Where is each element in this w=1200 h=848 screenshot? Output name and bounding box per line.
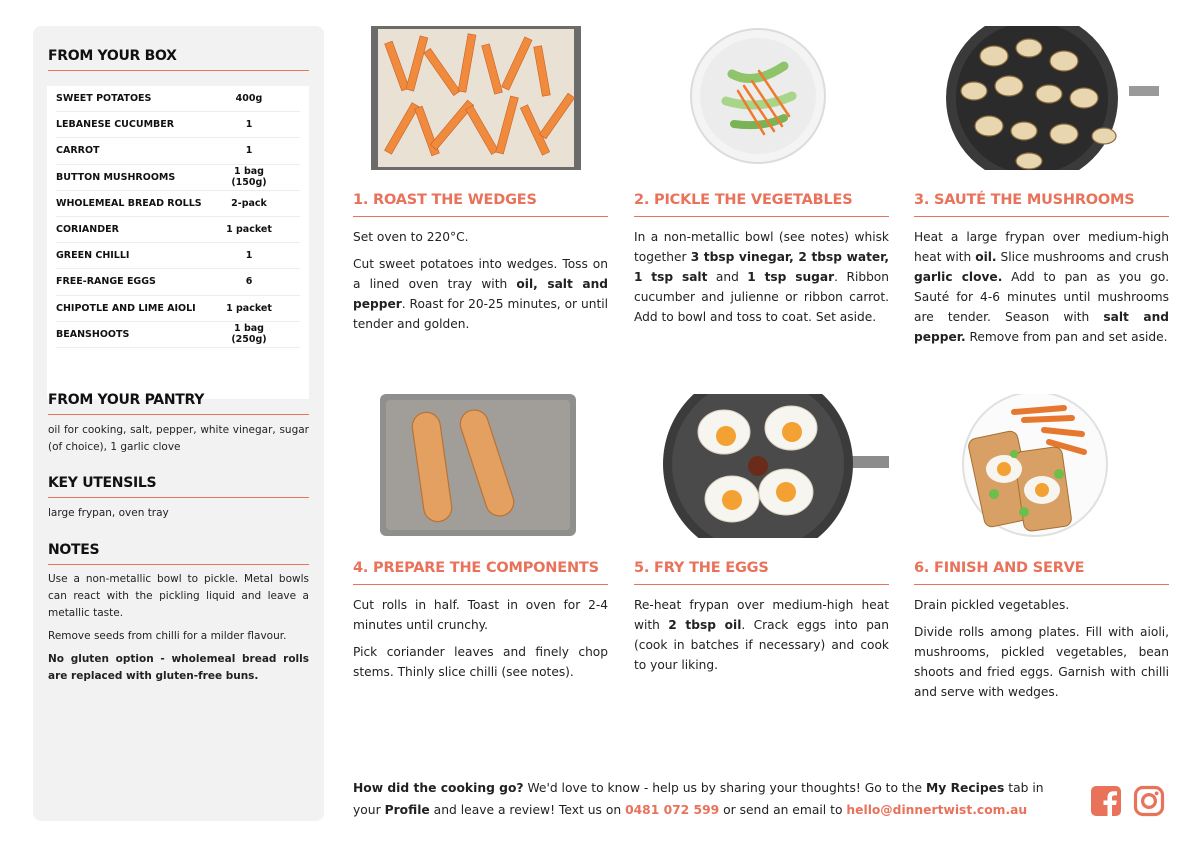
ingredient-name: FREE-RANGE EGGS <box>56 276 156 288</box>
step-paragraph <box>353 227 608 247</box>
step-paragraph <box>353 595 608 635</box>
step-paragraph <box>914 595 1169 615</box>
facebook-icon[interactable] <box>1090 785 1122 817</box>
ingredient-qty: 1 bag (150g) <box>231 166 267 189</box>
profile-link[interactable]: Profile <box>384 803 430 817</box>
notes-heading-rule <box>48 564 309 565</box>
ingredient-row <box>56 322 300 348</box>
step-text: Divide rolls among plates. Fill with aioli, mushrooms, pickled vegetables, bean shoots and fried eggs. Garnish with chilli and serve with wedges. <box>914 625 1169 699</box>
pickle-bowl-photo <box>634 26 889 170</box>
step-title: 2. PICKLE THE VEGETABLES <box>634 192 853 208</box>
step-text: Add to pan as you go. Sauté for 4-6 minutes until mushrooms are tender. Season with <box>914 270 1169 324</box>
note-item: Use a non-metallic bowl to pickle. Metal bowls can react with the pickling liquid and leave a metallic taste. <box>48 573 309 619</box>
ingredient-qty: 1 <box>245 119 253 131</box>
step-title: 1. ROAST THE WEDGES <box>353 192 537 208</box>
step-text: Cut sweet potatoes into wedges. Toss on a lined oven tray with <box>353 257 608 291</box>
ingredient-qty: 1 packet <box>226 224 272 236</box>
step-text: Re-heat frypan over medium-high heat with <box>634 598 889 632</box>
step-paragraph <box>634 595 889 675</box>
ingredient-name: BUTTON MUSHROOMS <box>56 171 176 183</box>
ingredient-name: CARROT <box>56 145 100 157</box>
ingredient-row <box>56 217 300 243</box>
step-paragraph <box>634 227 889 327</box>
step-text: Pick coriander leaves and finely chop stems. Thinly slice chilli (see notes). <box>353 645 608 679</box>
step-bold-text: garlic clove. <box>914 270 1003 284</box>
pantry-heading-rule <box>48 414 309 415</box>
ingredients-table <box>47 86 309 399</box>
ingredient-name: CHIPOTLE AND LIME AIOLI <box>56 302 196 314</box>
ingredients-sidebar <box>33 26 324 821</box>
step-bold-text: oil. <box>975 250 997 264</box>
step-rule <box>914 216 1169 217</box>
note-item-gluten: No gluten option - wholemeal bread rolls are replaced with gluten-free buns. <box>48 653 309 682</box>
step-bold-text: 2 tbsp oil <box>668 618 742 632</box>
step-text: In a non-metallic bowl (see notes) whisk together <box>634 230 889 264</box>
ingredient-qty: 1 <box>245 145 253 157</box>
utensils-heading-rule <box>48 497 309 498</box>
ingredient-name: WHOLEMEAL BREAD ROLLS <box>56 197 202 209</box>
ingredient-row <box>56 86 300 112</box>
step-bold-text: 3 tbsp vinegar, 2 tbsp water, 1 tsp salt <box>634 250 890 284</box>
oven-tray-wedges-photo <box>353 26 608 170</box>
ingredient-row <box>56 138 300 164</box>
step-text: . Ribbon cucumber and julienne or ribbon carrot. Add to bowl and toss to coat. Set aside. <box>634 270 889 324</box>
step-bold-text: 1 tsp sugar <box>747 270 835 284</box>
ingredient-name: BEANSHOOTS <box>56 328 130 340</box>
step-text: Slice mushrooms and crush <box>996 250 1169 264</box>
step-text: Cut rolls in half. Toast in oven for 2-4 minutes until crunchy. <box>353 598 608 632</box>
frypan-eggs-photo <box>634 394 889 538</box>
step-bold-text: salt and pepper. <box>914 310 1169 344</box>
footer-text: tab in your <box>353 781 1044 817</box>
ingredient-qty: 6 <box>245 276 253 288</box>
box-heading-rule <box>48 70 309 71</box>
footer-question: How did the cooking go? <box>353 781 524 795</box>
ingredient-qty: 2-pack <box>231 197 267 209</box>
step-body <box>634 595 889 682</box>
ingredient-row <box>56 191 300 217</box>
footer-text: We'd love to know - help us by sharing your thoughts! Go to the <box>523 781 927 795</box>
bread-rolls-tray-photo <box>353 394 608 538</box>
step-rule <box>353 216 608 217</box>
step-body <box>634 227 889 334</box>
ingredient-row <box>56 269 300 295</box>
step-text: . Roast for 20-25 minutes, or until tender and golden. <box>353 297 608 331</box>
step-body <box>353 227 608 341</box>
step-text: Drain pickled vegetables. <box>914 598 1070 612</box>
step-rule <box>634 584 889 585</box>
ingredient-qty: 1 bag (250g) <box>231 323 267 346</box>
plated-dish-photo <box>914 394 1169 538</box>
ingredient-row <box>56 243 300 269</box>
ingredient-name: LEBANESE CUCUMBER <box>56 119 175 131</box>
step-text: and <box>707 270 748 284</box>
step-text: Heat a large frypan over medium-high heat with <box>914 230 1169 264</box>
step-rule <box>914 584 1169 585</box>
step-rule <box>353 584 608 585</box>
ingredient-row <box>56 165 300 191</box>
step-text: . Crack eggs into pan (cook in batches if necessary) and cook to your liking. <box>634 618 889 672</box>
utensils-text: large frypan, oven tray <box>48 507 169 519</box>
footer-text: and leave a review! Text us on <box>429 803 626 817</box>
step-paragraph <box>353 254 608 334</box>
step-title: 5. FRY THE EGGS <box>634 560 769 576</box>
email-link[interactable]: hello@dinnertwist.com.au <box>846 803 1028 817</box>
step-title: 3. SAUTÉ THE MUSHROOMS <box>914 192 1135 208</box>
ingredient-qty: 1 packet <box>226 302 272 314</box>
step-body <box>353 595 608 689</box>
frypan-mushrooms-photo <box>914 26 1169 170</box>
step-text: Set oven to 220°C. <box>353 230 469 244</box>
instagram-icon[interactable] <box>1133 785 1165 817</box>
pantry-text: oil for cooking, salt, pepper, white vinegar, sugar (of choice), 1 garlic clove <box>48 424 309 453</box>
ingredient-name: SWEET POTATOES <box>56 93 152 105</box>
ingredient-row <box>56 112 300 138</box>
step-paragraph <box>914 622 1169 702</box>
step-rule <box>634 216 889 217</box>
ingredient-name: GREEN CHILLI <box>56 250 130 262</box>
ingredient-name: CORIANDER <box>56 224 119 236</box>
utensils-heading: KEY UTENSILS <box>48 475 157 491</box>
feedback-footer <box>353 777 1073 821</box>
step-paragraph <box>914 227 1169 347</box>
phone-link[interactable]: 0481 072 599 <box>625 803 720 817</box>
notes-heading: NOTES <box>48 542 100 558</box>
pantry-heading: FROM YOUR PANTRY <box>48 392 205 408</box>
step-bold-text: oil, salt and pepper <box>353 277 608 311</box>
my-recipes-link[interactable]: My Recipes <box>926 781 1005 795</box>
box-heading: FROM YOUR BOX <box>48 48 177 64</box>
ingredient-qty: 1 <box>245 250 253 262</box>
ingredient-row <box>56 296 300 322</box>
step-paragraph <box>353 642 608 682</box>
step-title: 4. PREPARE THE COMPONENTS <box>353 560 599 576</box>
step-text: Remove from pan and set aside. <box>965 330 1168 344</box>
step-title: 6. FINISH AND SERVE <box>914 560 1085 576</box>
step-body <box>914 595 1169 709</box>
ingredient-qty: 400g <box>235 93 263 105</box>
footer-text: or send an email to <box>719 803 847 817</box>
step-body <box>914 227 1169 354</box>
note-item: Remove seeds from chilli for a milder flavour. <box>48 630 287 642</box>
notes-text <box>48 571 309 691</box>
